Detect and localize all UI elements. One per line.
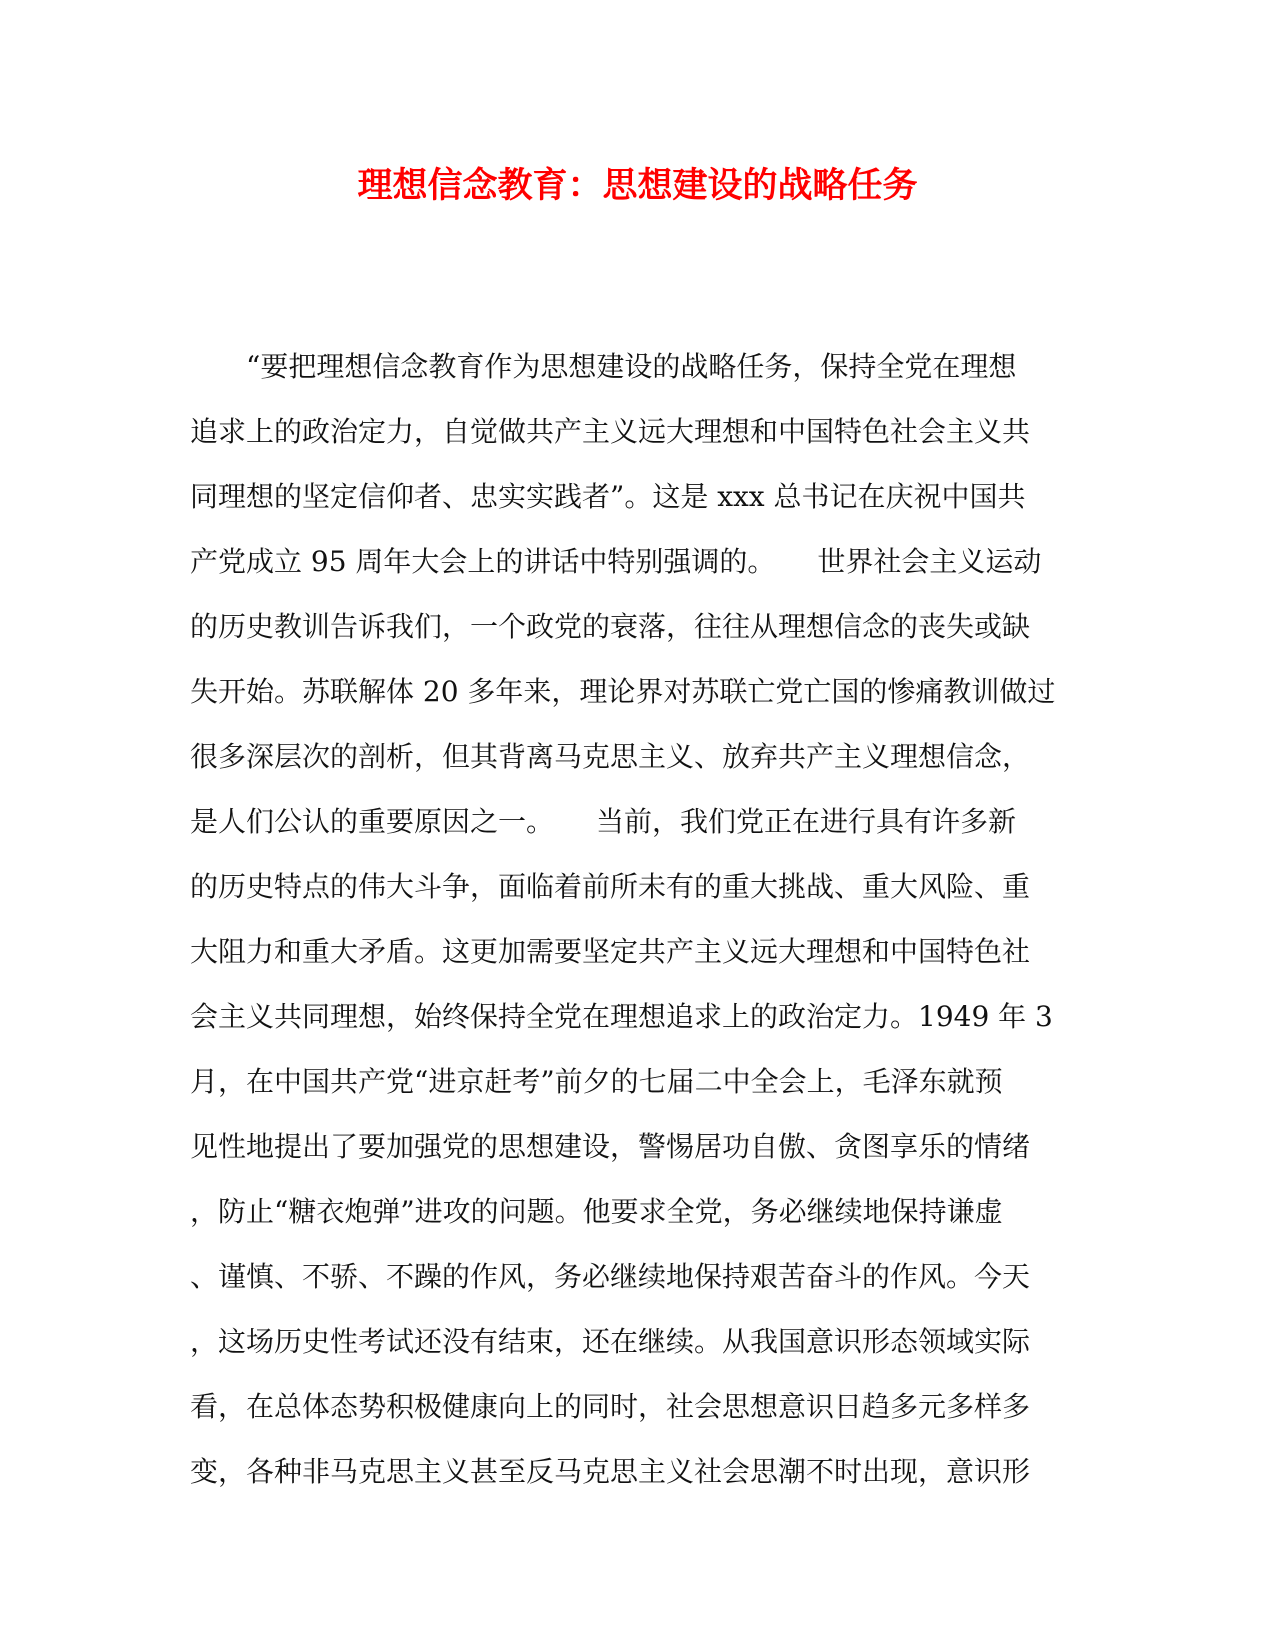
body-line: 月，在中国共产党“进京赶考”前夕的七届二中全会上，毛泽东就预 [190,1065,1003,1098]
body-line: 会主义共同理想，始终保持全党在理想追求上的政治定力。1949 年 3 [190,1000,1053,1033]
body-line: 追求上的政治定力，自觉做共产主义远大理想和中国特色社会主义共 [190,415,1031,448]
body-line: 产党成立 95 周年大会上的讲话中特别强调的。 世界社会主义运动 [190,545,1042,578]
body-line: 的历史特点的伟大斗争，面临着前所未有的重大挑战、重大风险、重 [190,870,1031,903]
body-line: ，防止“糖衣炮弹”进攻的问题。他要求全党，务必继续地保持谦虚 [190,1195,1003,1228]
body-line: 大阻力和重大矛盾。这更加需要坚定共产主义远大理想和中国特色社 [190,935,1031,968]
body-line: 的历史教训告诉我们，一个政党的衰落，往往从理想信念的丧失或缺 [190,610,1031,643]
body-line: 是人们公认的重要原因之一。 当前，我们党正在进行具有许多新 [190,805,1017,838]
body-line: 、谨慎、不骄、不躁的作风，务必继续地保持艰苦奋斗的作风。今天 [190,1260,1031,1293]
body-line: 失开始。苏联解体 20 多年来，理论界对苏联亡党亡国的惨痛教训做过 [190,675,1056,708]
body-line: 很多深层次的剖析，但其背离马克思主义、放弃共产主义理想信念， [190,740,1031,773]
document-body [190,348,1090,1518]
body-line: 见性地提出了要加强党的思想建设，警惕居功自傲、贪图享乐的情绪 [190,1130,1031,1163]
body-line: 同理想的坚定信仰者、忠实实践者”。这是 xxx 总书记在庆祝中国共 [190,480,1026,513]
body-line: “要把理想信念教育作为思想建设的战略任务，保持全党在理想 [190,350,1017,383]
document-title: 理想信念教育：思想建设的战略任务 [357,165,918,206]
body-line: 看，在总体态势积极健康向上的同时，社会思想意识日趋多元多样多 [190,1390,1031,1423]
body-line: 变，各种非马克思主义甚至反马克思主义社会思潮不时出现，意识形 [190,1455,1031,1488]
body-line: ，这场历史性考试还没有结束，还在继续。从我国意识形态领域实际 [190,1325,1031,1358]
